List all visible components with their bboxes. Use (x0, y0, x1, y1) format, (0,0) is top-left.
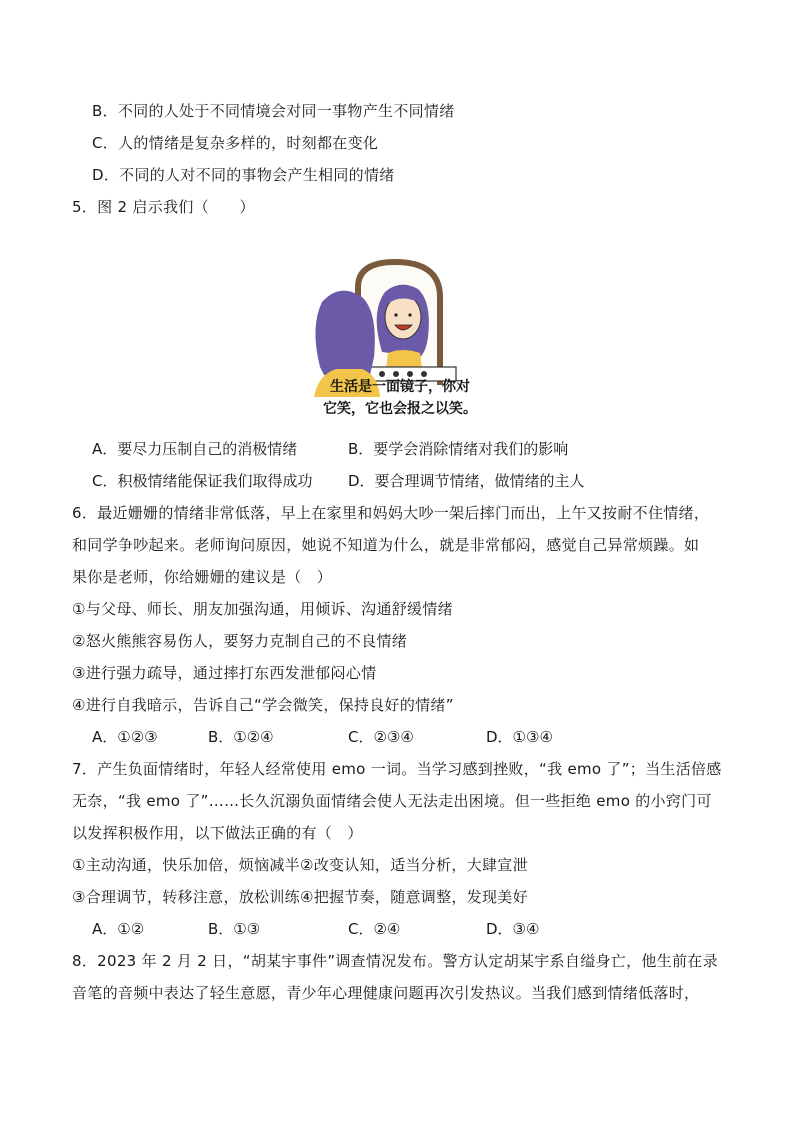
q7-items-3-4: ③合理调节，转移注意，放松训练④把握节奏，随意调整，发现美好 (72, 888, 528, 906)
q4-option-b: B．不同的人处于不同情境会对同一事物产生不同情绪 (92, 102, 455, 120)
q5-stem: 5．图 2 启示我们（ ） (72, 198, 255, 216)
q7-option-c: C．②④ (348, 920, 401, 938)
q6-item-1: ①与父母、师长、朋友加强沟通，用倾诉、沟通舒缓情绪 (72, 600, 453, 618)
q7-option-a: A．①② (92, 920, 145, 938)
q6-item-3: ③进行强力疏导，通过摔打东西发泄郁闷心情 (72, 664, 377, 682)
girl-hair-icon (315, 291, 374, 375)
q6-stem-line3: 果你是老师，你给姗姗的建议是（ ） (72, 568, 333, 586)
q5-option-b: B．要学会消除情绪对我们的影响 (348, 440, 569, 458)
q6-stem-line1: 6．最近姗姗的情绪非常低落，早上在家里和妈妈大吵一架后摔门而出，上午又按耐不住情绪， (72, 504, 710, 522)
q7-items-1-2: ①主动沟通，快乐加倍，烦恼减半②改变认知，适当分析，大肆宣泄 (72, 856, 528, 874)
q6-item-4: ④进行自我暗示，告诉自己“学会微笑，保持良好的情绪” (72, 696, 454, 714)
q6-item-2: ②怒火熊熊容易伤人，要努力克制自己的不良情绪 (72, 632, 408, 650)
figure-caption-line2: 它笑，它也会报之以笑。 (323, 401, 477, 417)
q4-option-c: C．人的情绪是复杂多样的，时刻都在变化 (92, 134, 379, 152)
figure-caption-line1: 生活是一面镜子，你对 (330, 379, 470, 395)
q6-option-d: D．①③④ (486, 728, 553, 746)
q5-option-a: A．要尽力压制自己的消极情绪 (92, 440, 298, 458)
q7-option-d: D．③④ (486, 920, 540, 938)
q8-stem-line2: 音笔的音频中表达了轻生意愿，青少年心理健康问题再次引发热议。当我们感到情绪低落时， (72, 984, 700, 1002)
q5-option-c: C．积极情绪能保证我们取得成功 (92, 472, 313, 490)
q4-option-d: D．不同的人对不同的事物会产生相同的情绪 (92, 166, 395, 184)
q7-stem-line3: 以发挥积极作用，以下做法正确的有（ ） (72, 824, 363, 842)
q7-stem-line1: 7．产生负面情绪时，年轻人经常使用 emo 一词。当学习感到挫败，“我 emo 了”；当生活倍感 (72, 760, 722, 778)
q5-option-d: D．要合理调节情绪，做情绪的主人 (348, 472, 585, 490)
q7-stem-line2: 无奈，“我 emo 了”……长久沉溺负面情绪会使人无法走出困境。但一些拒绝 emo 的小窍门可 (72, 792, 712, 810)
q8-stem-line1: 8．2023 年 2 月 2 日，“胡某宇事件”调查情况发布。警方认定胡某宇系自缢身亡，他生前在录 (72, 952, 718, 970)
q6-option-b: B．①②④ (208, 728, 274, 746)
q6-option-a: A．①②③ (92, 728, 158, 746)
q6-stem-line2: 和同学争吵起来。老师询问原因，她说不知道为什么，就是非常郁闷，感觉自己异常烦躁。如 (72, 536, 700, 554)
q6-option-c: C．②③④ (348, 728, 414, 746)
q7-option-b: B．①③ (208, 920, 261, 938)
